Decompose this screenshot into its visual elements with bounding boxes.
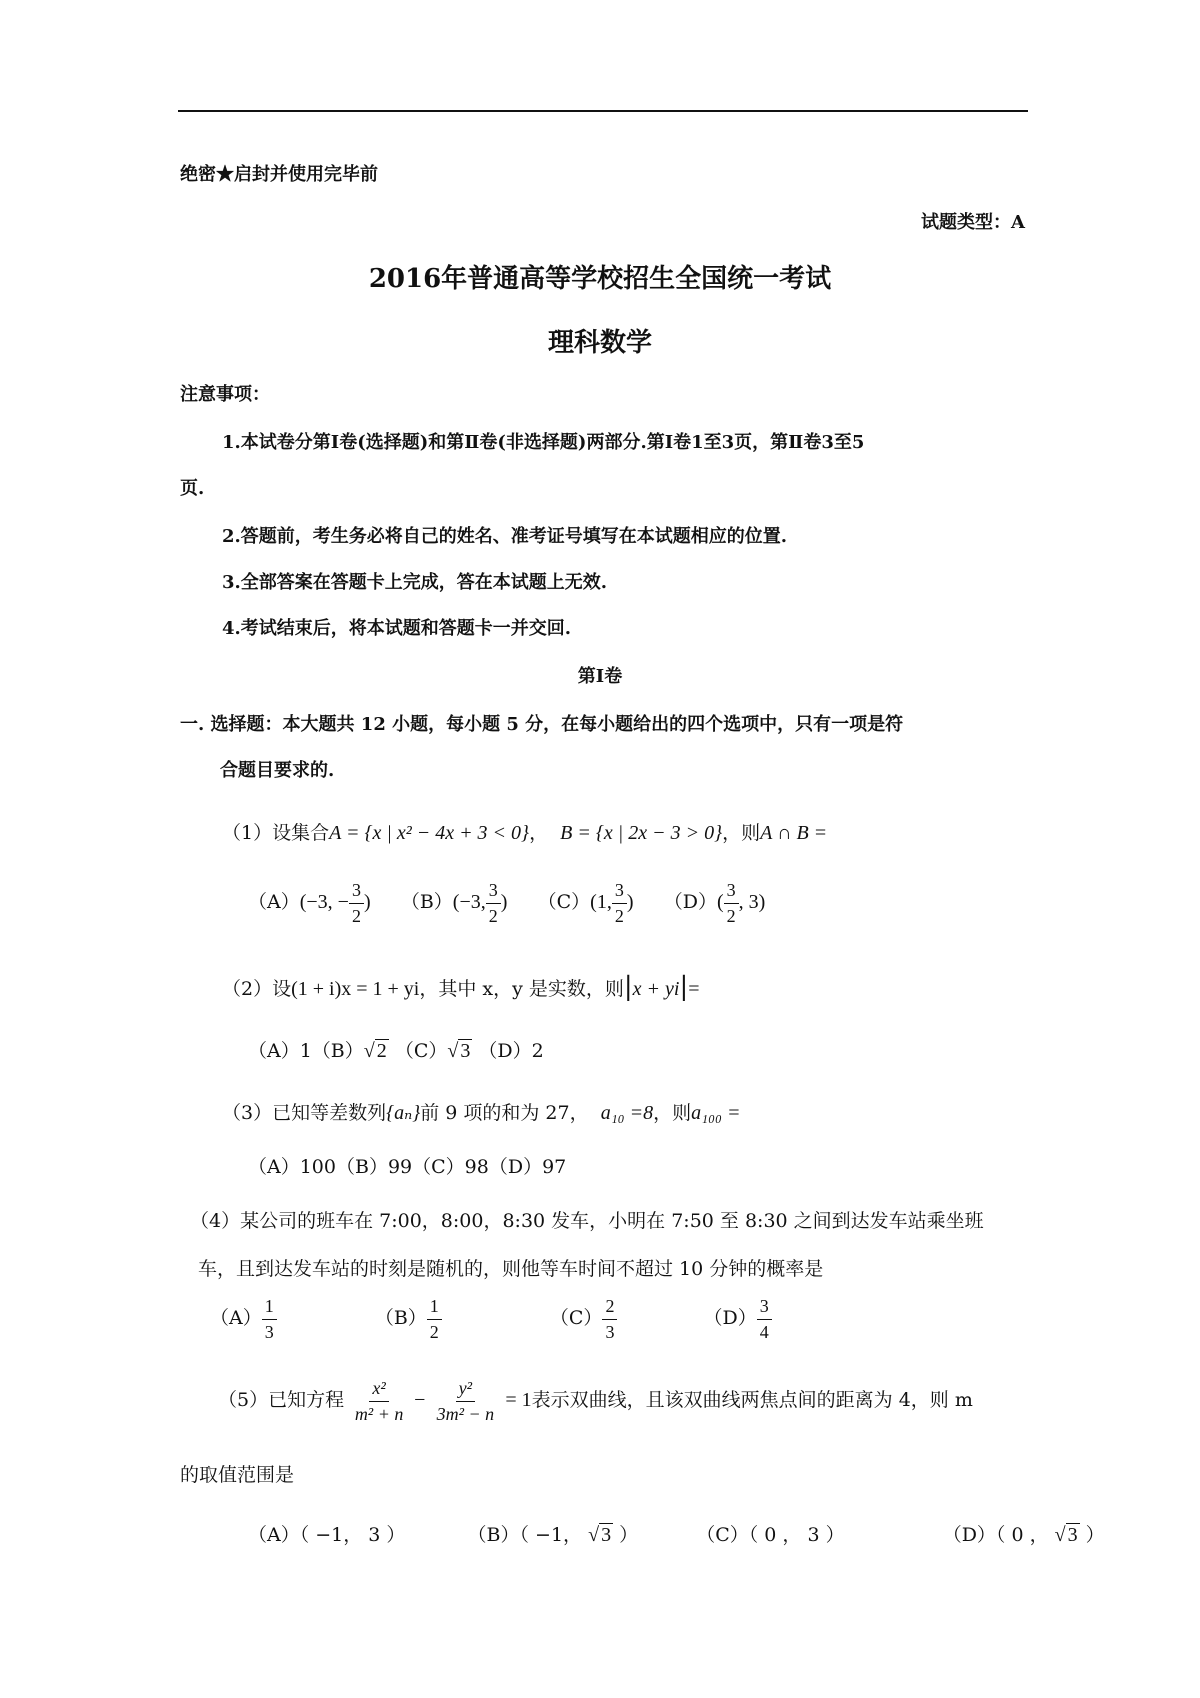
q1-options bbox=[248, 880, 765, 926]
q1-option-b: （B）(−3, $\frac{3}{2}$ ) bbox=[400, 880, 508, 926]
question-4: （4）某公司的班车在 7:00，8:00，8:30 发车，小明在 7:50 至 8:30 之间到达发车站乘坐班 bbox=[190, 1210, 984, 1232]
note-4: 4.考试结束后，将本试题和答题卡一并交回. bbox=[222, 618, 572, 639]
section-intro: 一. 选择题：本大题共 12 小题，每小题 5 分，在每小题给出的四个选项中，只有一项是符 bbox=[180, 714, 904, 735]
q2-sqrt-3: √ 3 bbox=[447, 1040, 471, 1062]
section-title: 第Ⅰ卷 bbox=[577, 666, 623, 687]
q1-option-a: （A）(−3, − $\frac{3}{2}$ ) bbox=[248, 880, 371, 926]
note-3: 3.全部答案在答题卡上完成，答在本试题上无效. bbox=[222, 572, 608, 593]
q5-option-c: （C）（ 0 ， 3 ） bbox=[696, 1524, 845, 1546]
section-intro-cont: 合题目要求的. bbox=[220, 760, 335, 781]
q3-number: （3）已知等差数列 bbox=[222, 1102, 387, 1124]
q2-expression: (1 + i)x = 1 + yi bbox=[291, 978, 420, 1000]
q5-option-d: （D）（ 0 ， √ 3 ） bbox=[942, 1524, 1105, 1546]
q1-number: （1）设集合 bbox=[222, 822, 330, 844]
note-2: 2.答题前，考生务必将自己的姓名、准考证号填写在本试题相应的位置. bbox=[222, 526, 788, 547]
q3-a100: a₁₀₀ = bbox=[691, 1102, 741, 1124]
question-1 bbox=[222, 818, 827, 845]
question-5: （5）已知方程 $\frac{\text{x²}}{\text{m² + n}}$ − $\frac{\text{y²}}{\text{3m² − n}}$ = 1表示双曲线，且该双曲线两焦点间的距离为 4，则 m bbox=[218, 1378, 973, 1424]
q5-option-a: （A）（ −1， 3 ） bbox=[248, 1524, 406, 1546]
q2-number: （2）设 bbox=[222, 978, 292, 1000]
q4-options bbox=[210, 1296, 772, 1342]
q2-options: （A）1（B）√ 2 （C）√ 3 （D）2 bbox=[248, 1040, 544, 1062]
q4-option-b: （B） $\frac{1}{2}$ bbox=[375, 1307, 442, 1329]
q4-option-a: （A） $\frac{1}{3}$ bbox=[210, 1307, 277, 1329]
q1-set-b: B = {x | 2x − 3 > 0} bbox=[560, 822, 723, 844]
q1-option-d: （D）( $\frac{3}{2}$ , 3) bbox=[663, 880, 766, 926]
notes-heading: 注意事项： bbox=[180, 384, 270, 405]
subject-title: 理科数学 bbox=[547, 328, 652, 358]
question-3: （3）已知等差数列{aₙ}前 9 项的和为 27， a₁₀ =8，则a₁₀₀ = bbox=[222, 1102, 741, 1124]
q2-sqrt-2: √ 2 bbox=[363, 1040, 387, 1062]
q3-sequence: {aₙ} bbox=[386, 1102, 421, 1124]
q1-option-c: （C）(1, $\frac{3}{2}$ ) bbox=[537, 880, 634, 926]
exam-title: 2016年普通高等学校招生全国统一考试 bbox=[368, 264, 832, 294]
exam-type: 试题类型：A bbox=[921, 212, 1025, 233]
q1-comma: ， bbox=[529, 822, 549, 844]
q2-modulus: x + yi bbox=[632, 978, 680, 1000]
q2-condition: ，其中 x，y 是实数，则 bbox=[419, 978, 624, 1000]
q1-set-a: A = {x | x² − 4x + 3 < 0} bbox=[329, 822, 530, 844]
q1-then: ，则 bbox=[722, 822, 761, 844]
note-1-cont: 页. bbox=[180, 478, 205, 499]
q5-options bbox=[248, 1520, 1105, 1547]
top-rule bbox=[178, 110, 1028, 112]
note-1: 1.本试卷分第Ⅰ卷(选择题)和第Ⅱ卷(非选择题)两部分.第Ⅰ卷1至3页，第Ⅱ卷3至5 bbox=[222, 432, 865, 453]
q3-options: （A）100（B）99（C）98（D）97 bbox=[248, 1156, 567, 1178]
q1-ask: A ∩ B = bbox=[760, 822, 828, 844]
q3-a10: a₁₀ =8 bbox=[600, 1102, 654, 1124]
q5-option-b: （B）（ −1， √ 3 ） bbox=[467, 1524, 639, 1546]
q4-option-d: （D） $\frac{3}{4}$ bbox=[704, 1307, 772, 1329]
q5-fraction-1: $\frac{\text{x²}}{\text{m² + n}}$ bbox=[354, 1378, 404, 1424]
q4-option-c: （C） $\frac{2}{3}$ bbox=[550, 1307, 618, 1329]
q5-fraction-2: $\frac{\text{y²}}{\text{3m² − n}}$ bbox=[436, 1378, 495, 1424]
question-2: （2）设(1 + i)x = 1 + yi，其中 x，y 是实数，则|x + yi|= bbox=[222, 972, 700, 1002]
secret-notice: 绝密★启封并使用完毕前 bbox=[180, 164, 378, 185]
q5-number: （5）已知方程 bbox=[218, 1389, 345, 1412]
question-5-cont: 的取值范围是 bbox=[180, 1464, 295, 1486]
question-4-cont: 车，且到达发车站的时刻是随机的，则他等车时间不超过 10 分钟的概率是 bbox=[198, 1258, 824, 1280]
